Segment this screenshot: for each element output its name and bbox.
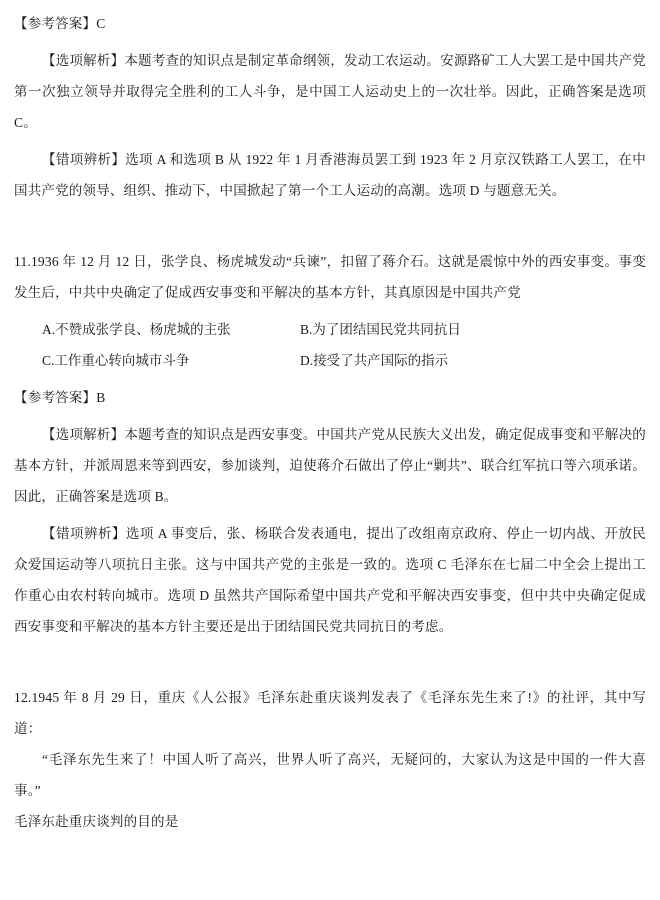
question-text-q11: 1936 年 12 月 12 日，张学良、杨虎城发动“兵谏”，扣留了蒋介石。这就是震惊中外的西安事变。事变发生后，中共中央确定了促成西安事变和平解决的基本方针，其真原因是中国共产党 — [14, 254, 646, 300]
answer-paragraph-q10 — [14, 8, 646, 39]
analysis-paragraph-q11 — [14, 419, 646, 512]
analysis-label-q11: 【选项解析】 — [42, 427, 125, 442]
answer-paragraph-q11 — [14, 382, 646, 413]
analysis-text-q10: 本题考查的知识点是制定革命纲领，发动工农运动。安源路矿工人大罢工是中国共产党第一次独立领导并取得完全胜利的工人斗争，是中国工人运动史上的一次壮举。因此，正确答案是选项 C。 — [14, 53, 646, 130]
spacer — [14, 206, 646, 246]
analysis-label-q10: 【选项解析】 — [42, 53, 125, 68]
discrimination-text-q11: 选项 A 事变后，张、杨联合发表通电，提出了改组南京政府、停止一切内战、开放民众爱国运动等八项抗日主张。这与中国共产党的主张是一致的。选项 C 毛泽东在七届二中全会上提出工作重心由农村转向城市。选项 D 虽然共产国际希望中国共产党和平解决西安事变，但中共中央确定促成西安事变和平解决的基本方针主要还是出于团结国民党共同抗日的考虑。 — [14, 526, 647, 634]
question-number-q11: 11. — [14, 254, 31, 269]
discrimination-label-q10: 【错项辨析】 — [42, 152, 126, 167]
question-text-q12: 1945 年 8 月 29 日，重庆《人公报》毛泽东赴重庆谈判发表了《毛泽东先生来了!》的社评，其中写道： — [14, 690, 646, 736]
option-d-q11[interactable]: D.接受了共产国际的指示 — [300, 353, 449, 368]
spacer — [14, 642, 646, 682]
question-number-q12: 12. — [14, 690, 32, 705]
question-stem-q11 — [14, 246, 646, 308]
question-stem-q12 — [14, 682, 646, 744]
discrimination-label-q11: 【错项辨析】 — [42, 526, 126, 541]
discrimination-paragraph-q10 — [14, 144, 646, 206]
analysis-text-q11: 本题考查的知识点是西安事变。中国共产党从民族大义出发，确定促成事变和平解决的基本方针，并派周恩来等到西安，参加谈判，迫使蒋介石做出了停止“剿共”、联合红军抗口等六项承诺。因此，正确答案是选项 B。 — [14, 427, 646, 504]
quote-paragraph-q12: “毛泽东先生来了！中国人听了高兴，世界人听了高兴，无疑问的，大家认为这是中国的一件大喜事。” — [14, 752, 646, 798]
discrimination-paragraph-q11 — [14, 518, 646, 642]
answer-value-q10: C — [96, 16, 106, 31]
answer-label-q11: 【参考答案】 — [14, 390, 97, 405]
discrimination-text-q10: 选项 A 和选项 B 从 1922 年 1 月香港海员罢工到 1923 年 2 月京汉铁路工人罢工，在中国共产党的领导、组织、推动下，中国掀起了第一个工人运动的高潮。选项 D 与题意无关。 — [14, 152, 646, 198]
option-b-q11[interactable]: B.为了团结国民党共同抗日 — [300, 322, 461, 337]
option-row-cd-q11 — [14, 345, 646, 376]
option-c-q11[interactable]: C.工作重心转向城市斗争 — [42, 353, 190, 368]
question-prompt-q12: 毛泽东赴重庆谈判的目的是 — [14, 814, 179, 829]
option-a-q11[interactable]: A.不赞成张学良、杨虎城的主张 — [42, 322, 231, 337]
analysis-paragraph-q10 — [14, 45, 646, 138]
answer-value-q11: B — [96, 390, 106, 405]
option-row-ab-q11 — [14, 314, 646, 345]
answer-label-q10: 【参考答案】 — [14, 16, 97, 31]
